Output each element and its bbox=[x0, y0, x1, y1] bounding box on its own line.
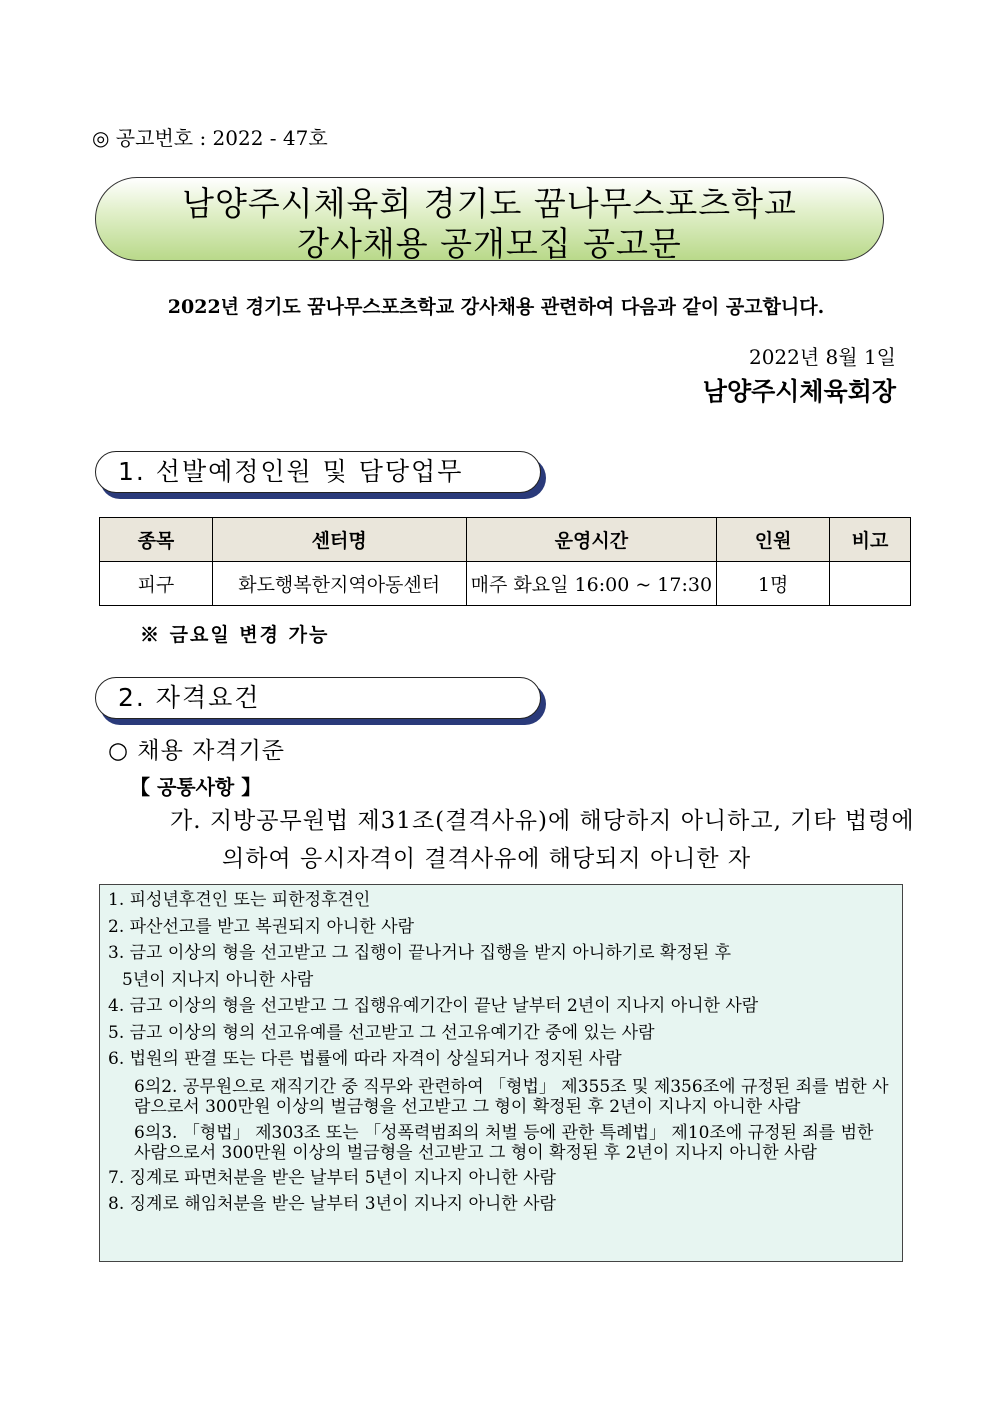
disqualification-list bbox=[99, 884, 903, 1262]
list-item: 5년이 지나지 아니한 사람 bbox=[122, 969, 314, 990]
list-item: 4. 금고 이상의 형을 선고받고 그 집행유예기간이 끝난 날부터 2년이 지나지 아니한 사람 bbox=[108, 996, 759, 1016]
cell-hours: 매주 화요일 16:00 ~ 17:30 bbox=[466, 562, 717, 606]
table-row bbox=[100, 562, 911, 606]
common-label: 【 공통사항 】 bbox=[130, 775, 262, 799]
sub-item: 6의2. 공무원으로 재직기간 중 직무와 관련하여 「형법」 제355조 및 제356조에 규정된 죄를 범한 사람으로서 300만원 이상의 벌금형을 선고받고 그 형이 확정된 후 2년이 지나지 아니한 사람 bbox=[134, 1076, 889, 1117]
issuer: 남양주시체육회장 bbox=[702, 377, 896, 406]
col-header-headcount: 인원 bbox=[717, 518, 830, 562]
title-line-2: 강사채용 공개모집 공고문 bbox=[297, 224, 682, 263]
list-item: 2. 파산선고를 받고 복권되지 아니한 사람 bbox=[108, 916, 414, 937]
list-item: 5. 금고 이상의 형의 선고유예를 선고받고 그 선고유예기간 중에 있는 사람 bbox=[108, 1022, 655, 1043]
list-item: 1. 피성년후견인 또는 피한정후견인 bbox=[108, 890, 371, 910]
col-header-sport: 종목 bbox=[100, 518, 213, 562]
list-item: 7. 징계로 파면처분을 받은 날부터 5년이 지나지 아니한 사람 bbox=[108, 1167, 556, 1188]
cell-center: 화도행복한지역아동센터 bbox=[212, 562, 466, 606]
col-header-center: 센터명 bbox=[212, 518, 466, 562]
clause-line-2: 의하여 응시자격이 결격사유에 해당되지 아니한 자 bbox=[222, 846, 752, 872]
notice-date: 2022년 8월 1일 bbox=[748, 345, 896, 369]
table-header-row bbox=[100, 518, 911, 562]
cell-headcount: 1명 bbox=[717, 562, 830, 606]
section-2-heading: 2. 자격요건 bbox=[95, 677, 541, 719]
cell-sport: 피구 bbox=[100, 562, 213, 606]
clause-line-1: 가. 지방공무원법 제31조(결격사유)에 해당하지 아니하고, 기타 법령에 bbox=[170, 808, 915, 834]
list-item: 3. 금고 이상의 형을 선고받고 그 집행이 끝나거나 집행을 받지 아니하기로 확정된 후 bbox=[108, 943, 731, 963]
title-banner bbox=[95, 177, 884, 261]
section-1-heading: 1. 선발예정인원 및 담당업무 bbox=[95, 451, 541, 493]
section-2-heading-box bbox=[95, 677, 547, 727]
list-item: 8. 징계로 해임처분을 받은 날부터 3년이 지나지 아니한 사람 bbox=[108, 1194, 556, 1214]
schedule-note: ※ 금요일 변경 가능 bbox=[140, 624, 330, 646]
recruit-table bbox=[99, 517, 911, 606]
intro-text: 2022년 경기도 꿈나무스포츠학교 강사채용 관련하여 다음과 같이 공고합니다. bbox=[167, 296, 825, 318]
notice-number: ◎ 공고번호 : 2022 - 47호 bbox=[92, 126, 328, 150]
title-line-1: 남양주시체육회 경기도 꿈나무스포츠학교 bbox=[182, 184, 797, 223]
section-1-heading-box bbox=[95, 451, 547, 501]
col-header-remarks: 비고 bbox=[830, 518, 911, 562]
criteria-heading: ○ 채용 자격기준 bbox=[108, 738, 285, 764]
col-header-hours: 운영시간 bbox=[466, 518, 717, 562]
list-item: 6. 법원의 판결 또는 다른 법률에 따라 자격이 상실되거나 정지된 사람 bbox=[108, 1049, 622, 1069]
sub-item: 6의3. 「형법」 제303조 또는 「성폭력범죄의 처벌 등에 관한 특례법」 제10조에 규정된 죄를 범한 사람으로서 300만원 이상의 벌금형을 선고받고 그 형이 확정된 후 2년이 지나지 아니한 사람 bbox=[134, 1122, 874, 1163]
cell-remarks bbox=[830, 562, 911, 606]
